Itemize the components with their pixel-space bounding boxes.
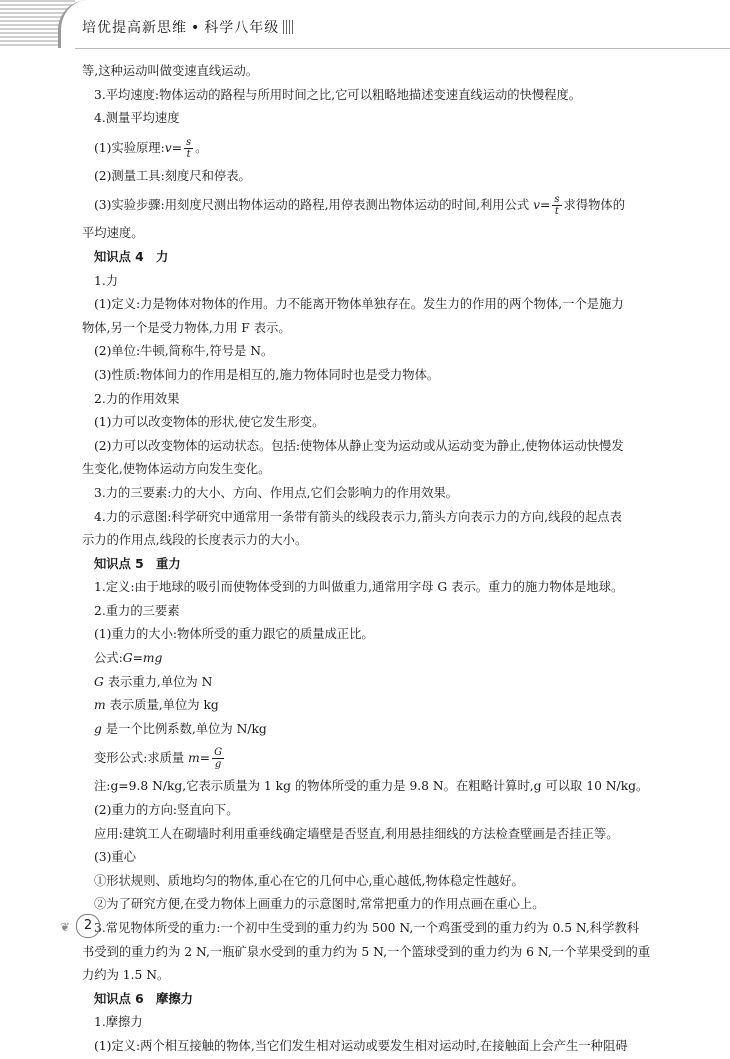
text-line: (1)力可以改变物体的形状,使它发生形变。 xyxy=(94,415,325,430)
text-line: (1)定义:两个相互接触的物体,当它们发生相对运动或要发生相对运动时,在接触面上会产生一种阻碍 xyxy=(94,1038,628,1053)
text-span: 变形公式:求质量 xyxy=(94,751,189,766)
text-line xyxy=(82,671,687,695)
text-line: (1)定义:力是物体对物体的作用。力不能离开物体单独存在。发生力的作用的两个物体,一个是施力 xyxy=(94,297,624,312)
text-line xyxy=(82,694,687,718)
header-rule xyxy=(75,48,730,49)
section-heading-kp6: 知识点 6 摩擦力 xyxy=(94,991,193,1006)
text-span: 表示质量,单位为 kg xyxy=(105,698,219,713)
text-line: (2)重力的方向:竖直向下。 xyxy=(94,803,239,818)
text-line: 3.力的三要素:力的大小、方向、作用点,它们会影响力的作用效果。 xyxy=(94,485,459,500)
formula-text: v= xyxy=(164,140,183,155)
text-line: ①形状规则、质地均匀的物体,重心在它的几何中心,重心越低,物体稳定性越好。 xyxy=(94,873,524,888)
text-line: 书受到的重力约为 2 N,一瓶矿泉水受到的重力约为 5 N,一个篮球受到的重力约为 6 N,一个苹果受到的重 xyxy=(82,944,651,959)
text-line: (1)重力的大小:物体所受的重力跟它的质量成正比。 xyxy=(94,627,374,642)
formula-line xyxy=(82,131,687,165)
text-line: (3)重心 xyxy=(94,850,137,865)
barcode-icon xyxy=(283,20,295,34)
text-line: (3)性质:物体间力的作用是相互的,施力物体同时也是受力物体。 xyxy=(94,367,440,382)
fraction-numerator: G xyxy=(214,747,223,759)
text-line: 3.平均速度:物体运动的路程与所用时间之比,它可以粗略地描述变速直线运动的快慢程度。 xyxy=(94,87,582,102)
text-line: 示力的作用点,线段的长度表示力的大小。 xyxy=(82,533,308,548)
text-line: 4.测量平均速度 xyxy=(94,111,180,126)
fraction-v xyxy=(184,137,193,160)
text-line: 平均速度。 xyxy=(82,226,144,241)
text-span: (3)实验步骤:用刻度尺测出物体运动的路程,用停表测出物体运动的时间,利用公式 xyxy=(94,198,530,213)
text-line: 等,这种运动叫做变速直线运动。 xyxy=(82,64,259,78)
text-line: (2)单位:牛顿,简称牛,符号是 N。 xyxy=(94,344,274,359)
text-line: ②为了研究方便,在受力物体上画重力的示意图时,常常把重力的作用点画在重心上。 xyxy=(94,897,545,912)
book-subtitle: 科学八年级 xyxy=(204,20,280,36)
text-line: 4.力的示意图:科学研究中通常用一条带有箭头的线段表示力,箭头方向表示力的方向,线段的起点表 xyxy=(94,509,622,524)
section-heading-kp4: 知识点 4 力 xyxy=(94,249,169,264)
text-line: (2)力可以改变物体的运动状态。包括:使物体从静止变为运动或从运动变为静止,使物体运动快慢发 xyxy=(94,438,624,453)
symbol: g xyxy=(94,721,102,736)
text-span: 。 xyxy=(195,140,208,155)
book-title xyxy=(82,17,295,37)
fraction-numerator: s xyxy=(186,136,192,148)
formula-line xyxy=(82,188,687,222)
symbol: G xyxy=(94,674,104,689)
section-heading-kp5: 知识点 5 重力 xyxy=(94,556,181,571)
fraction-numerator: s xyxy=(554,194,560,206)
text-line: 2.力的作用效果 xyxy=(94,391,180,406)
fraction-v xyxy=(552,194,561,217)
text-line: 注:g=9.8 N/kg,它表示质量为 1 kg 的物体所受的重力是 9.8 N。在粗略计算时,g 可以取 10 N/kg。 xyxy=(94,779,649,794)
text-line: 1.力 xyxy=(94,273,119,288)
text-line: 力约为 1.5 N。 xyxy=(82,968,170,983)
text-span: 公式: xyxy=(94,651,123,666)
text-line: 物体,另一个是受力物体,力用 F 表示。 xyxy=(82,320,291,335)
text-line: 2.重力的三要素 xyxy=(94,603,180,618)
text-span: 求得物体的 xyxy=(563,198,626,213)
formula-text: v= xyxy=(533,198,551,213)
page-number: 2 xyxy=(76,914,100,938)
text-span: 表示重力,单位为 N xyxy=(103,674,213,689)
text-line xyxy=(82,718,687,742)
symbol: m xyxy=(94,698,106,713)
text-line: (2)测量工具:刻度尺和停表。 xyxy=(94,168,251,183)
page-header xyxy=(0,0,730,58)
fraction-denominator: t xyxy=(186,148,191,160)
book-title-main: 培优提高新思维 xyxy=(82,20,187,36)
text-line: 应用:建筑工人在砌墙时利用重垂线确定墙壁是否竖直,利用悬挂细线的方法检查壁画是否挂正等。 xyxy=(94,826,619,841)
text-line: 生变化,使物体运动方向发生变化。 xyxy=(82,462,271,477)
text-line: 3.常见物体所受的重力:一个初中生受到的重力约为 500 N,一个鸡蛋受到的重力约为 0.5 N,科学教科 xyxy=(94,921,639,935)
text-span: 是一个比例系数,单位为 N/kg xyxy=(101,721,267,736)
formula-line xyxy=(82,647,687,671)
text-span: (1)实验原理: xyxy=(94,140,165,155)
fraction-denominator: t xyxy=(554,206,559,218)
text-line: 1.摩擦力 xyxy=(94,1015,143,1030)
leaf-icon: ❦ xyxy=(60,920,71,934)
page-body xyxy=(82,60,687,1059)
fraction-m xyxy=(212,747,224,770)
formula-line xyxy=(82,741,687,775)
formula-text: G=mg xyxy=(122,651,163,666)
page-number-badge xyxy=(60,912,120,942)
text-line: 1.定义:由于地球的吸引而使物体受到的力叫做重力,通常用字母 G 表示。重力的施力物体是地球。 xyxy=(94,580,624,595)
formula-text: m= xyxy=(188,751,211,766)
title-separator: • xyxy=(191,20,201,36)
fraction-denominator: g xyxy=(214,759,222,771)
